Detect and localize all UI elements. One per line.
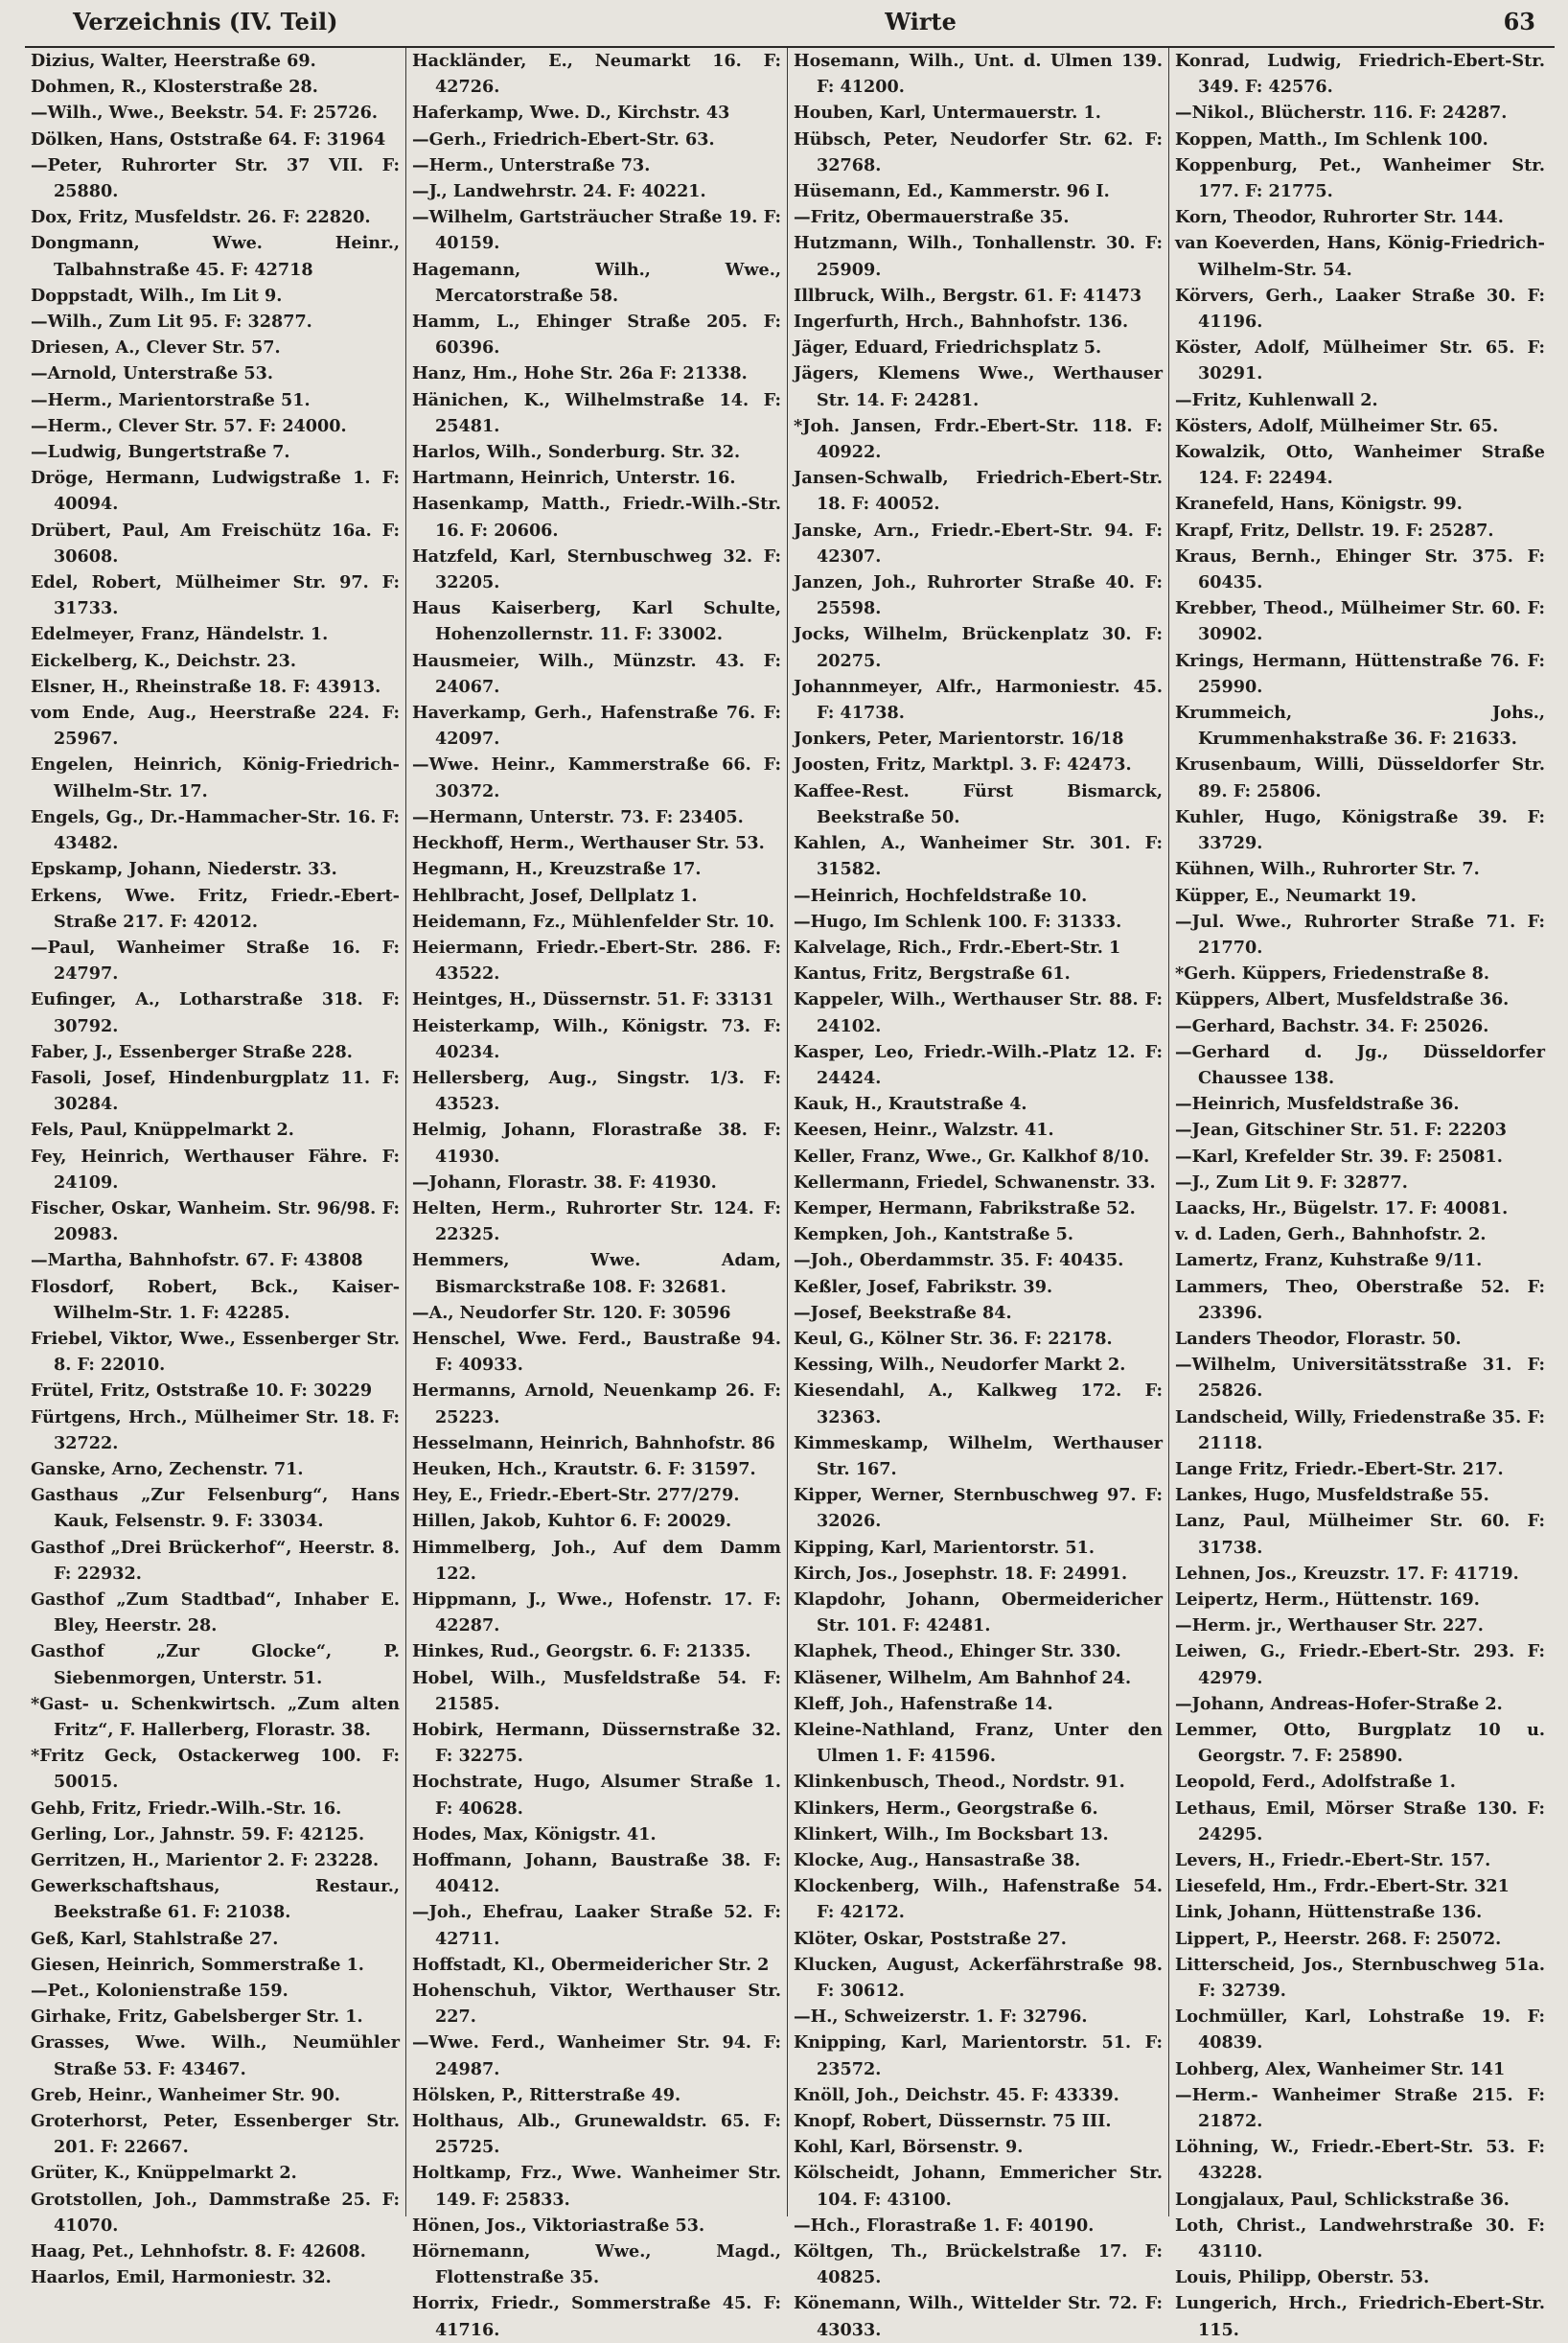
directory-entry: Gehb, Fritz, Friedr.-Wilh.-Str. 16. bbox=[31, 1798, 342, 1819]
directory-entry: Kellermann, Friedel, Schwanenstr. 33. bbox=[794, 1172, 1156, 1193]
directory-entry: —Ludwig, Bungertstraße 7. bbox=[31, 442, 290, 463]
directory-entry: Girhake, Fritz, Gabelsberger Str. 1. bbox=[31, 2007, 363, 2028]
directory-entry: —Joh., Ehefrau, Laaker Straße 52. F: 42711. bbox=[412, 1902, 781, 1949]
directory-entry: Knipping, Karl, Marientorstr. 51. F: 23572. bbox=[794, 2032, 1163, 2079]
directory-entry: Kahlen, A., Wanheimer Str. 301. F: 31582. bbox=[794, 833, 1163, 880]
directory-entry: Keul, G., Kölner Str. 36. F: 22178. bbox=[794, 1328, 1113, 1349]
directory-entry: Hackländer, E., Neumarkt 16. F: 42726. bbox=[412, 51, 781, 98]
directory-entry: —Karl, Krefelder Str. 39. F: 25081. bbox=[1175, 1146, 1503, 1167]
directory-entry: —Herm., Clever Str. 57. F: 24000. bbox=[31, 415, 347, 436]
directory-entry: Ganske, Arno, Zechenstr. 71. bbox=[31, 1458, 304, 1479]
directory-entry: Hillen, Jakob, Kuhtor 6. F: 20029. bbox=[412, 1511, 732, 1532]
directory-entry: Liesefeld, Hm., Frdr.-Ebert-Str. 321 bbox=[1175, 1876, 1510, 1897]
directory-entry: Lochmüller, Karl, Lohstraße 19. F: 40839. bbox=[1175, 2007, 1545, 2053]
directory-entry: Jocks, Wilhelm, Brückenplatz 30. F: 20275. bbox=[794, 624, 1163, 671]
directory-entry: Kirch, Jos., Josephstr. 18. F: 24991. bbox=[794, 1563, 1128, 1584]
directory-entry: Klaphek, Theod., Ehinger Str. 330. bbox=[794, 1641, 1121, 1662]
directory-entry: Louis, Philipp, Oberstr. 53. bbox=[1175, 2267, 1430, 2288]
directory-entry: Flosdorf, Robert, Bck., Kaiser-Wilhelm-Str. 1. F: 42285. bbox=[31, 1276, 400, 1323]
page-number: 63 bbox=[1503, 8, 1535, 35]
directory-entry: v. d. Laden, Gerh., Bahnhofstr. 2. bbox=[1175, 1224, 1487, 1245]
directory-entry: Janske, Arn., Friedr.-Ebert-Str. 94. F: 42307. bbox=[794, 520, 1163, 567]
directory-entry: Korn, Theodor, Ruhrorter Str. 144. bbox=[1175, 207, 1504, 228]
directory-entry: Gasthof „Zur Glocke“, P. Siebenmorgen, Unterstr. 51. bbox=[31, 1641, 400, 1688]
directory-entry: Konrad, Ludwig, Friedrich-Ebert-Str. 349. F: 42576. bbox=[1175, 51, 1545, 98]
directory-entry: Gerling, Lor., Jahnstr. 59. F: 42125. bbox=[31, 1823, 365, 1844]
directory-entry: Kipping, Karl, Marientorstr. 51. bbox=[794, 1537, 1095, 1558]
directory-entry: —Hch., Florastraße 1. F: 40190. bbox=[794, 2215, 1095, 2236]
directory-entry: Keßler, Josef, Fabrikstr. 39. bbox=[794, 1276, 1053, 1297]
directory-entry: Hochstrate, Hugo, Alsumer Straße 1. F: 40628. bbox=[412, 1772, 781, 1819]
directory-entry: Hellersberg, Aug., Singstr. 1/3. F: 43523. bbox=[412, 1067, 781, 1115]
directory-entry: Hoffstadt, Kl., Obermeidericher Str. 2 bbox=[412, 1954, 770, 1975]
directory-entry: Hübsch, Peter, Neudorfer Str. 62. F: 32768. bbox=[794, 128, 1163, 175]
directory-entry: Eickelberg, K., Deichstr. 23. bbox=[31, 650, 297, 671]
directory-entry: Kowalzik, Otto, Wanheimer Straße 124. F: 22494. bbox=[1175, 442, 1545, 489]
directory-entry: —Martha, Bahnhofstr. 67. F: 43808 bbox=[31, 1250, 363, 1271]
directory-entry: Krings, Hermann, Hüttenstraße 76. F: 25990. bbox=[1175, 650, 1545, 697]
directory-entry: —Jean, Gitschiner Str. 51. F: 22203 bbox=[1175, 1120, 1508, 1141]
directory-entry: Lippert, P., Heerstr. 268. F: 25072. bbox=[1175, 1928, 1502, 1949]
directory-entry: Knopf, Robert, Düssernstr. 75 III. bbox=[794, 2111, 1112, 2132]
directory-entry: Hosemann, Wilh., Unt. d. Ulmen 139. F: 41200. bbox=[794, 51, 1163, 98]
directory-entry: Horrix, Friedr., Sommerstraße 45. F: 41716. bbox=[412, 2293, 781, 2340]
directory-entry: Lungerich, Hrch., Friedrich-Ebert-Str. 115. bbox=[1175, 2293, 1545, 2340]
column-4 bbox=[1169, 48, 1551, 2340]
directory-entry: —Hermann, Unterstr. 73. F: 23405. bbox=[412, 806, 744, 827]
directory-entry: Fischer, Oskar, Wanheim. Str. 96/98. F: 20983. bbox=[31, 1197, 400, 1245]
directory-entry: Hatzfeld, Karl, Sternbuschweg 32. F: 32205. bbox=[412, 545, 781, 593]
directory-entry: Hodes, Max, Königstr. 41. bbox=[412, 1823, 657, 1844]
directory-entry: van Koeverden, Hans, König-Friedrich-Wilhelm-Str. 54. bbox=[1175, 233, 1545, 280]
directory-entry: Keesen, Heinr., Walzstr. 41. bbox=[794, 1120, 1054, 1141]
directory-entry: Haarlos, Emil, Harmoniestr. 32. bbox=[31, 2267, 332, 2288]
directory-entry: Hagemann, Wilh., Wwe., Mercatorstraße 58. bbox=[412, 259, 781, 306]
directory-entry: Eufinger, A., Lotharstraße 318. F: 30792. bbox=[31, 989, 400, 1036]
column-2 bbox=[406, 48, 788, 2340]
directory-entry: Jäger, Eduard, Friedrichsplatz 5. bbox=[794, 337, 1102, 359]
directory-entry: Litterscheid, Jos., Sternbuschweg 51a. F: 32739. bbox=[1175, 1954, 1545, 2002]
directory-entry: Dröge, Hermann, Ludwigstraße 1. F: 40094. bbox=[31, 468, 400, 515]
directory-entry: Könemann, Wilh., Wittelder Str. 72. F: 43033. bbox=[794, 2293, 1163, 2340]
directory-entry: Heckhoff, Herm., Werthauser Str. 53. bbox=[412, 833, 765, 854]
directory-entry: Dongmann, Wwe. Heinr., Talbahnstraße 45. F: 42718 bbox=[31, 233, 400, 280]
directory-entry: Illbruck, Wilh., Bergstr. 61. F: 41473 bbox=[794, 285, 1142, 306]
directory-entry: Klapdohr, Johann, Obermeidericher Str. 101. F: 42481. bbox=[794, 1589, 1163, 1636]
directory-entry: *Gast- u. Schenkwirtsch. „Zum alten Fritz“, F. Hallerberg, Florastr. 38. bbox=[31, 1693, 400, 1740]
directory-entry: Grüter, K., Knüppelmarkt 2. bbox=[31, 2163, 297, 2184]
directory-entry: —Fritz, Obermauerstraße 35. bbox=[794, 207, 1070, 228]
directory-entry: Lohberg, Alex, Wanheimer Str. 141 bbox=[1175, 2058, 1506, 2079]
directory-entry: Hohenschuh, Viktor, Werthauser Str. 227. bbox=[412, 1981, 781, 2028]
directory-entry: —Arnold, Unterstraße 53. bbox=[31, 363, 273, 384]
directory-entry: Hoffmann, Johann, Baustraße 38. F: 40412. bbox=[412, 1850, 781, 1897]
directory-entry: Lemmer, Otto, Burgplatz 10 u. Georgstr. 7. F: 25890. bbox=[1175, 1720, 1545, 1767]
directory-entry: Erkens, Wwe. Fritz, Friedr.-Ebert-Straße 217. F: 42012. bbox=[31, 885, 400, 932]
directory-entry: Kraus, Bernh., Ehinger Str. 375. F: 60435. bbox=[1175, 545, 1545, 593]
directory-entry: Jansen-Schwalb, Friedrich-Ebert-Str. 18. F: 40052. bbox=[794, 468, 1163, 515]
directory-entry: Küppers, Albert, Musfeldstraße 36. bbox=[1175, 989, 1510, 1010]
directory-entry: —Hugo, Im Schlenk 100. F: 31333. bbox=[794, 911, 1122, 932]
directory-entry: Küpper, E., Neumarkt 19. bbox=[1175, 885, 1417, 906]
directory-entry: Longjalaux, Paul, Schlickstraße 36. bbox=[1175, 2189, 1510, 2210]
directory-entry: —Wilhelm, Gartsträucher Straße 19. F: 40159. bbox=[412, 207, 781, 254]
directory-entry: Krebber, Theod., Mülheimer Str. 60. F: 30902. bbox=[1175, 598, 1545, 645]
directory-entry: Hanz, Hm., Hohe Str. 26a F: 21338. bbox=[412, 363, 748, 384]
directory-entry: Hobel, Wilh., Musfeldstraße 54. F: 21585. bbox=[412, 1667, 781, 1714]
directory-entry: Groterhorst, Peter, Essenberger Str. 201. F: 22667. bbox=[31, 2111, 400, 2158]
directory-entry: —Johann, Andreas-Hofer-Straße 2. bbox=[1175, 1693, 1503, 1714]
directory-entry: Friebel, Viktor, Wwe., Essenberger Str. 8. F: 22010. bbox=[31, 1328, 400, 1376]
directory-entry: Grotstollen, Joh., Dammstraße 25. F: 41070. bbox=[31, 2189, 400, 2236]
directory-entry: Hegmann, H., Kreuzstraße 17. bbox=[412, 859, 702, 880]
directory-entry: Hölsken, P., Ritterstraße 49. bbox=[412, 2084, 681, 2105]
directory-entry: Fey, Heinrich, Werthauser Fähre. F: 24109. bbox=[31, 1146, 400, 1193]
directory-entry: —Gerhard, Bachstr. 34. F: 25026. bbox=[1175, 1015, 1489, 1036]
directory-entry: Frütel, Fritz, Oststraße 10. F: 30229 bbox=[31, 1380, 373, 1402]
directory-entry: Hinkes, Rud., Georgstr. 6. F: 21335. bbox=[412, 1641, 751, 1662]
directory-entry: Hehlbracht, Josef, Dellplatz 1. bbox=[412, 885, 698, 906]
directory-entry: *Joh. Jansen, Frdr.-Ebert-Str. 118. F: 40922. bbox=[794, 415, 1163, 463]
directory-entry: Doppstadt, Wilh., Im Lit 9. bbox=[31, 285, 283, 306]
directory-entry: —J., Zum Lit 9. F: 32877. bbox=[1175, 1172, 1408, 1193]
directory-entry: Költgen, Th., Brückelstraße 17. F: 40825. bbox=[794, 2241, 1163, 2288]
directory-entry: Dizius, Walter, Heerstraße 69. bbox=[31, 51, 316, 71]
directory-entry: —Pet., Kolonienstraße 159. bbox=[31, 1981, 288, 2002]
directory-entry: Lanz, Paul, Mülheimer Str. 60. F: 31738. bbox=[1175, 1511, 1545, 1558]
directory-entry: —Wwe. Ferd., Wanheimer Str. 94. F: 24987. bbox=[412, 2032, 781, 2079]
directory-entry: Löhning, W., Friedr.-Ebert-Str. 53. F: 43228. bbox=[1175, 2137, 1545, 2184]
directory-entry: Lamertz, Franz, Kuhstraße 9/11. bbox=[1175, 1250, 1483, 1271]
directory-entry: Knöll, Joh., Deichstr. 45. F: 43339. bbox=[794, 2084, 1119, 2105]
directory-entry: Ingerfurth, Hrch., Bahnhofstr. 136. bbox=[794, 312, 1129, 333]
directory-entry: —H., Schweizerstr. 1. F: 32796. bbox=[794, 2007, 1088, 2028]
directory-entry: Heisterkamp, Wilh., Königstr. 73. F: 40234. bbox=[412, 1015, 781, 1062]
directory-entry: Grasses, Wwe. Wilh., Neumühler Straße 53. F: 43467. bbox=[31, 2032, 400, 2079]
directory-entry: —A., Neudorfer Str. 120. F: 30596 bbox=[412, 1302, 731, 1323]
directory-entry: Leipertz, Herm., Hüttenstr. 169. bbox=[1175, 1589, 1480, 1610]
directory-entry: *Fritz Geck, Ostackerweg 100. F: 50015. bbox=[31, 1746, 400, 1793]
directory-entry: Haverkamp, Gerh., Hafenstraße 76. F: 42097. bbox=[412, 703, 781, 750]
directory-entry: Houben, Karl, Untermauerstr. 1. bbox=[794, 103, 1101, 124]
directory-entry: Heintges, H., Düssernstr. 51. F: 33131 bbox=[412, 989, 774, 1010]
columns bbox=[25, 48, 1555, 2340]
directory-entry: Gasthof „Zum Stadtbad“, Inhaber E. Bley, Heerstr. 28. bbox=[31, 1589, 400, 1636]
directory-entry: Kessing, Wilh., Neudorfer Markt 2. bbox=[794, 1355, 1126, 1376]
directory-entry: Kleine-Nathland, Franz, Unter den Ulmen 1. F: 41596. bbox=[794, 1720, 1163, 1767]
directory-entry: Klinkert, Wilh., Im Bocksbart 13. bbox=[794, 1823, 1109, 1844]
directory-entry: Kaffee-Rest. Fürst Bismarck, Beekstraße 50. bbox=[794, 780, 1163, 827]
directory-entry: Kempken, Joh., Kantstraße 5. bbox=[794, 1224, 1074, 1245]
directory-entry: Kläsener, Wilhelm, Am Bahnhof 24. bbox=[794, 1667, 1132, 1688]
directory-entry: Kalvelage, Rich., Frdr.-Ebert-Str. 1 bbox=[794, 937, 1121, 958]
directory-entry: Drübert, Paul, Am Freischütz 16a. F: 30608. bbox=[31, 520, 400, 567]
directory-entry: Kuhler, Hugo, Königstraße 39. F: 33729. bbox=[1175, 806, 1545, 854]
section-title: Verzeichnis (IV. Teil) bbox=[73, 8, 338, 35]
directory-entry: Gasthof „Drei Brückerhof“, Heerstr. 8. F: 22932. bbox=[31, 1537, 400, 1584]
directory-entry: —Nikol., Blücherstr. 116. F: 24287. bbox=[1175, 103, 1508, 124]
directory-entry: Haferkamp, Wwe. D., Kirchstr. 43 bbox=[412, 103, 730, 124]
directory-entry: Gerritzen, H., Marientor 2. F: 23228. bbox=[31, 1850, 380, 1871]
directory-entry: vom Ende, Aug., Heerstraße 224. F: 25967. bbox=[31, 703, 400, 750]
directory-entry: Faber, J., Essenberger Straße 228. bbox=[31, 1041, 353, 1062]
directory-entry: Hesselmann, Heinrich, Bahnhofstr. 86 bbox=[412, 1432, 775, 1453]
directory-entry: Köster, Adolf, Mülheimer Str. 65. F: 30291. bbox=[1175, 337, 1545, 384]
directory-entry: Hutzmann, Wilh., Tonhallenstr. 30. F: 25909. bbox=[794, 233, 1163, 280]
directory-entry: Driesen, A., Clever Str. 57. bbox=[31, 337, 281, 359]
directory-entry: —Heinrich, Hochfeldstraße 10. bbox=[794, 885, 1088, 906]
directory-entry: Johannmeyer, Alfr., Harmoniestr. 45. F: 41738. bbox=[794, 676, 1163, 724]
directory-entry: Haag, Pet., Lehnhofstr. 8. F: 42608. bbox=[31, 2241, 366, 2262]
directory-entry: Levers, H., Friedr.-Ebert-Str. 157. bbox=[1175, 1850, 1491, 1871]
directory-entry: —Wilhelm, Universitätsstraße 31. F: 25826. bbox=[1175, 1355, 1545, 1402]
directory-entry: Lange Fritz, Friedr.-Ebert-Str. 217. bbox=[1175, 1458, 1504, 1479]
directory-entry: —Joh., Oberdammstr. 35. F: 40435. bbox=[794, 1250, 1124, 1271]
directory-entry: Klockenberg, Wilh., Hafenstraße 54. F: 42172. bbox=[794, 1876, 1163, 1923]
directory-entry: Hörnemann, Wwe., Magd., Flottenstraße 35. bbox=[412, 2241, 781, 2288]
directory-entry: Harlos, Wilh., Sonderburg. Str. 32. bbox=[412, 442, 741, 463]
directory-entry: Hausmeier, Wilh., Münzstr. 43. F: 24067. bbox=[412, 650, 781, 697]
directory-entry: Klöter, Oskar, Poststraße 27. bbox=[794, 1928, 1067, 1949]
directory-entry: Jonkers, Peter, Marientorstr. 16/18 bbox=[794, 729, 1124, 750]
directory-entry: Kemper, Hermann, Fabrikstraße 52. bbox=[794, 1197, 1136, 1218]
directory-entry: —Jul. Wwe., Ruhrorter Straße 71. F: 21770. bbox=[1175, 911, 1545, 958]
directory-entry: —Herm., Marientorstraße 51. bbox=[31, 389, 311, 410]
directory-entry: —Wilh., Zum Lit 95. F: 32877. bbox=[31, 312, 312, 333]
directory-entry: Lehnen, Jos., Kreuzstr. 17. F: 41719. bbox=[1175, 1563, 1519, 1584]
directory-entry: Edel, Robert, Mülheimer Str. 97. F: 31733. bbox=[31, 572, 400, 619]
directory-entry: Hamm, L., Ehinger Straße 205. F: 60396. bbox=[412, 312, 781, 359]
directory-entry: Epskamp, Johann, Niederstr. 33. bbox=[31, 859, 337, 880]
directory-entry: —Heinrich, Musfeldstraße 36. bbox=[1175, 1094, 1460, 1115]
directory-entry: Helten, Herm., Ruhrorter Str. 124. F: 22325. bbox=[412, 1197, 781, 1245]
directory-entry: Loth, Christ., Landwehrstraße 30. F: 43110. bbox=[1175, 2215, 1545, 2262]
directory-entry: Krapf, Fritz, Dellstr. 19. F: 25287. bbox=[1175, 520, 1494, 541]
directory-entry: Hänichen, K., Wilhelmstraße 14. F: 25481. bbox=[412, 389, 781, 436]
directory-entry: Kipper, Werner, Sternbuschweg 97. F: 32026. bbox=[794, 1485, 1163, 1532]
directory-entry: —Peter, Ruhrorter Str. 37 VII. F: 25880. bbox=[31, 154, 400, 202]
directory-entry: Elsner, H., Rheinstraße 18. F: 43913. bbox=[31, 676, 381, 697]
directory-entry: Fasoli, Josef, Hindenburgplatz 11. F: 30284. bbox=[31, 1067, 400, 1115]
directory-entry: —Wilh., Wwe., Beekstr. 54. F: 25726. bbox=[31, 103, 378, 124]
directory-entry: Lammers, Theo, Oberstraße 52. F: 23396. bbox=[1175, 1276, 1545, 1323]
directory-entry: —Herm.- Wanheimer Straße 215. F: 21872. bbox=[1175, 2084, 1545, 2132]
directory-entry: —Josef, Beekstraße 84. bbox=[794, 1302, 1012, 1323]
directory-entry: Landscheid, Willy, Friedenstraße 35. F: 21118. bbox=[1175, 1406, 1545, 1453]
directory-entry: Fürtgens, Hrch., Mülheimer Str. 18. F: 32722. bbox=[31, 1406, 400, 1453]
directory-entry: Kiesendahl, A., Kalkweg 172. F: 32363. bbox=[794, 1380, 1163, 1427]
directory-entry: Krusenbaum, Willi, Düsseldorfer Str. 89. F: 25806. bbox=[1175, 754, 1545, 801]
directory-entry: Engels, Gg., Dr.-Hammacher-Str. 16. F: 43482. bbox=[31, 806, 400, 854]
directory-entry: Kühnen, Wilh., Ruhrorter Str. 7. bbox=[1175, 859, 1480, 880]
category-title: Wirte bbox=[885, 8, 957, 35]
directory-entry: Joosten, Fritz, Marktpl. 3. F: 42473. bbox=[794, 754, 1132, 776]
directory-entry: Keller, Franz, Wwe., Gr. Kalkhof 8/10. bbox=[794, 1146, 1150, 1167]
column-3 bbox=[788, 48, 1169, 2340]
directory-entry: Dox, Fritz, Musfeldstr. 26. F: 22820. bbox=[31, 207, 371, 228]
directory-entry: Janzen, Joh., Ruhrorter Straße 40. F: 25598. bbox=[794, 572, 1163, 619]
directory-entry: Landers Theodor, Florastr. 50. bbox=[1175, 1328, 1462, 1349]
directory-entry: Hasenkamp, Matth., Friedr.-Wilh.-Str. 16. F: 20606. bbox=[412, 494, 781, 541]
directory-entry: Lankes, Hugo, Musfeldstraße 55. bbox=[1175, 1485, 1489, 1506]
directory-entry: Dohmen, R., Klosterstraße 28. bbox=[31, 77, 318, 98]
directory-entry: Himmelberg, Joh., Auf dem Damm 122. bbox=[412, 1537, 781, 1584]
directory-entry: Edelmeyer, Franz, Händelstr. 1. bbox=[31, 624, 329, 645]
directory-entry: Klucken, August, Ackerfährstraße 98. F: 30612. bbox=[794, 1954, 1163, 2002]
directory-entry: Giesen, Heinrich, Sommerstraße 1. bbox=[31, 1954, 364, 1975]
directory-entry: Lethaus, Emil, Mörser Straße 130. F: 24295. bbox=[1175, 1798, 1545, 1844]
directory-entry: Körvers, Gerh., Laaker Straße 30. F: 41196. bbox=[1175, 285, 1545, 333]
directory-entry: Leopold, Ferd., Adolfstraße 1. bbox=[1175, 1772, 1456, 1793]
directory-entry: Laacks, Hr., Bügelstr. 17. F: 40081. bbox=[1175, 1197, 1509, 1218]
directory-entry: Holthaus, Alb., Grunewaldstr. 65. F: 25725. bbox=[412, 2111, 781, 2158]
directory-entry: Hermanns, Arnold, Neuenkamp 26. F: 25223. bbox=[412, 1380, 781, 1427]
directory-entry: Koppenburg, Pet., Wanheimer Str. 177. F: 21775. bbox=[1175, 154, 1545, 202]
directory-entry: Link, Johann, Hüttenstraße 136. bbox=[1175, 1902, 1483, 1923]
directory-entry: Helmig, Johann, Florastraße 38. F: 41930. bbox=[412, 1120, 781, 1167]
directory-entry: Kappeler, Wilh., Werthauser Str. 88. F: 24102. bbox=[794, 989, 1163, 1036]
directory-entry: Holtkamp, Frz., Wwe. Wanheimer Str. 149. F: 25833. bbox=[412, 2163, 781, 2210]
directory-entry: Hemmers, Wwe. Adam, Bismarckstraße 108. F: 32681. bbox=[412, 1250, 781, 1297]
directory-entry: Hartmann, Heinrich, Unterstr. 16. bbox=[412, 468, 736, 489]
directory-entry: —Fritz, Kuhlenwall 2. bbox=[1175, 389, 1378, 410]
directory-entry: Klocke, Aug., Hansastraße 38. bbox=[794, 1850, 1081, 1871]
directory-entry: Heiermann, Friedr.-Ebert-Str. 286. F: 43522. bbox=[412, 937, 781, 985]
directory-entry: Kölscheidt, Johann, Emmericher Str. 104. F: 43100. bbox=[794, 2163, 1163, 2210]
directory-entry: Engelen, Heinrich, König-Friedrich-Wilhelm-Str. 17. bbox=[31, 754, 400, 801]
directory-entry: Fels, Paul, Knüppelmarkt 2. bbox=[31, 1120, 294, 1141]
directory-entry: Geß, Karl, Stahlstraße 27. bbox=[31, 1928, 279, 1949]
directory-entry: Klinkers, Herm., Georgstraße 6. bbox=[794, 1798, 1098, 1819]
page-header bbox=[25, 8, 1555, 48]
directory-entry: Hönen, Jos., Viktoriastraße 53. bbox=[412, 2215, 705, 2236]
directory-entry: Kauk, H., Krautstraße 4. bbox=[794, 1094, 1027, 1115]
directory-entry: Kantus, Fritz, Bergstraße 61. bbox=[794, 963, 1071, 985]
directory-entry: —Wwe. Heinr., Kammerstraße 66. F: 30372. bbox=[412, 754, 781, 801]
directory-entry: —Gerhard d. Jg., Düsseldorfer Chaussee 138. bbox=[1175, 1041, 1545, 1088]
directory-entry: Greb, Heinr., Wanheimer Str. 90. bbox=[31, 2084, 340, 2105]
directory-entry: Klinkenbusch, Theod., Nordstr. 91. bbox=[794, 1772, 1125, 1793]
directory-entry: —Gerh., Friedrich-Ebert-Str. 63. bbox=[412, 128, 715, 150]
directory-entry: Dölken, Hans, Oststraße 64. F: 31964 bbox=[31, 128, 386, 150]
directory-entry: Kasper, Leo, Friedr.-Wilh.-Platz 12. F: 24424. bbox=[794, 1041, 1163, 1088]
directory-entry: —Herm., Unterstraße 73. bbox=[412, 154, 651, 175]
directory-entry: Jägers, Klemens Wwe., Werthauser Str. 14. F: 24281. bbox=[794, 363, 1163, 410]
directory-entry: Heidemann, Fz., Mühlenfelder Str. 10. bbox=[412, 911, 775, 932]
column-1 bbox=[25, 48, 406, 2288]
directory-entry: Hey, E., Friedr.-Ebert-Str. 277/279. bbox=[412, 1485, 740, 1506]
directory-entry: Gasthaus „Zur Felsenburg“, Hans Kauk, Felsenstr. 9. F: 33034. bbox=[31, 1485, 400, 1532]
directory-entry: Hippmann, J., Wwe., Hofenstr. 17. F: 42287. bbox=[412, 1589, 781, 1636]
directory-entry: Koppen, Matth., Im Schlenk 100. bbox=[1175, 128, 1488, 150]
directory-entry: —Paul, Wanheimer Straße 16. F: 24797. bbox=[31, 937, 400, 985]
directory-entry: Henschel, Wwe. Ferd., Baustraße 94. F: 40933. bbox=[412, 1328, 781, 1376]
directory-entry: Kleff, Joh., Hafenstraße 14. bbox=[794, 1693, 1053, 1714]
directory-entry: Gewerkschaftshaus, Restaur., Beekstraße 61. F: 21038. bbox=[31, 1876, 400, 1923]
directory-entry: —Herm. jr., Werthauser Str. 227. bbox=[1175, 1615, 1484, 1636]
directory-entry: Kimmeskamp, Wilhelm, Werthauser Str. 167. bbox=[794, 1432, 1163, 1479]
directory-entry: Krummeich, Johs., Krummenhakstraße 36. F: 21633. bbox=[1175, 703, 1545, 750]
directory-entry: Hobirk, Hermann, Düssernstraße 32. F: 32275. bbox=[412, 1720, 781, 1767]
directory-entry: —J., Landwehrstr. 24. F: 40221. bbox=[412, 181, 706, 202]
directory-entry: Kohl, Karl, Börsenstr. 9. bbox=[794, 2137, 1024, 2158]
directory-entry: Kranefeld, Hans, Königstr. 99. bbox=[1175, 494, 1463, 515]
directory-entry: Kösters, Adolf, Mülheimer Str. 65. bbox=[1175, 415, 1499, 436]
directory-entry: Heuken, Hch., Krautstr. 6. F: 31597. bbox=[412, 1458, 756, 1479]
directory-entry: Haus Kaiserberg, Karl Schulte, Hohenzollernstr. 11. F: 33002. bbox=[412, 598, 781, 645]
directory-entry: —Johann, Florastr. 38. F: 41930. bbox=[412, 1172, 717, 1193]
directory-entry: *Gerh. Küppers, Friedenstraße 8. bbox=[1175, 963, 1490, 985]
directory-entry: Hüsemann, Ed., Kammerstr. 96 I. bbox=[794, 181, 1110, 202]
directory-entry: Leiwen, G., Friedr.-Ebert-Str. 293. F: 42979. bbox=[1175, 1641, 1545, 1688]
